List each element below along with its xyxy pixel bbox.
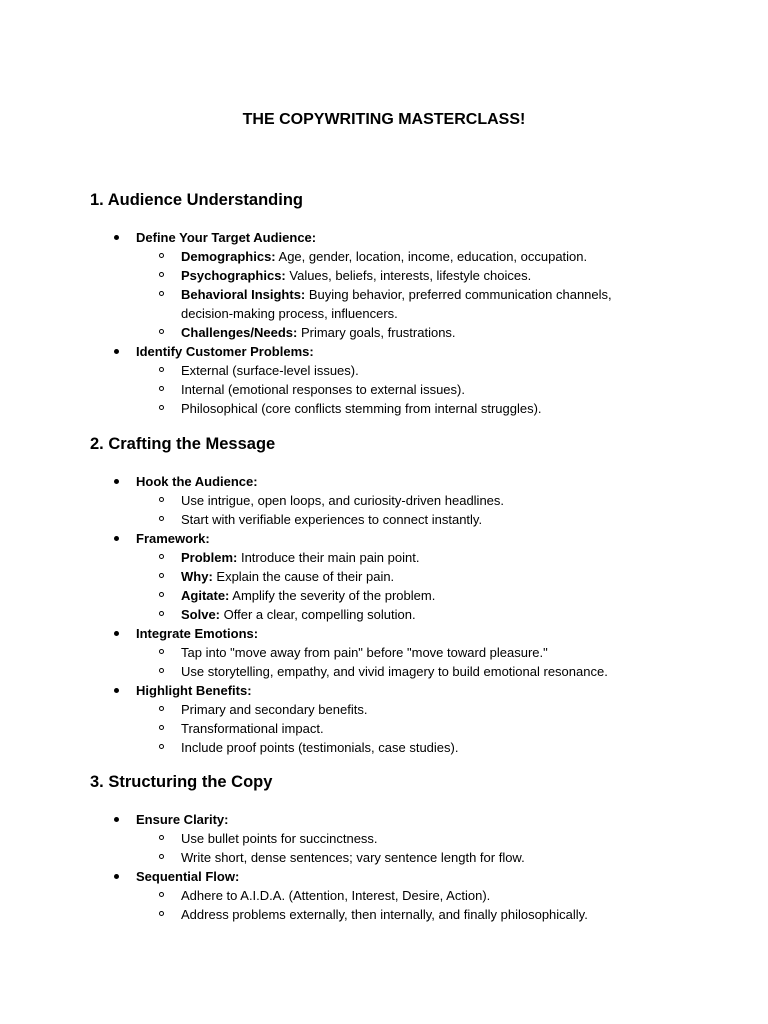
sub-list-item (136, 905, 641, 924)
section-heading: 2. Crafting the Message (90, 435, 276, 453)
section-structuring-the-copy (0, 772, 768, 922)
section-heading: 1. Audience Understanding (90, 191, 304, 209)
list-item-label: Sequential Flow: (136, 869, 240, 884)
sub-list-item (136, 738, 641, 757)
sub-list-item (136, 886, 641, 905)
list-item-label: Hook the Audience: (136, 474, 258, 489)
bullet-list (0, 810, 696, 924)
list-item-label: Highlight Benefits: (136, 683, 252, 698)
list-item (0, 681, 696, 757)
sub-list-item (136, 848, 641, 867)
sub-list-item (136, 662, 641, 681)
sub-list-item (136, 605, 641, 624)
sub-item-label: Why: (181, 569, 213, 584)
sub-item-text: Start with verifiable experiences to connect instantly. (181, 512, 483, 527)
sub-list-item (136, 266, 641, 285)
sub-item-text: Introduce their main pain point. (237, 550, 420, 565)
sub-item-text: Internal (emotional responses to external issues). (181, 382, 465, 397)
sub-item-text: Primary goals, frustrations. (297, 325, 456, 340)
list-item-label: Ensure Clarity: (136, 812, 229, 827)
sub-list-item (136, 361, 641, 380)
sub-list-item (136, 567, 641, 586)
sub-item-text: Age, gender, location, income, education, occupation. (275, 249, 588, 264)
list-item (0, 342, 696, 418)
sub-list-item (136, 700, 641, 719)
list-item-label: Framework: (136, 531, 210, 546)
sub-list-item (136, 586, 641, 605)
sub-list-item (136, 510, 641, 529)
sub-bullet-list (136, 643, 696, 681)
list-item (0, 867, 696, 924)
list-item-label: Define Your Target Audience: (136, 230, 317, 245)
document-title: THE COPYWRITING MASTERCLASS! (242, 111, 526, 128)
sub-item-text: External (surface-level issues). (181, 363, 359, 378)
sub-item-text: Adhere to A.I.D.A. (Attention, Interest, Desire, Action). (181, 888, 491, 903)
sub-item-text: Primary and secondary benefits. (181, 702, 368, 717)
sub-item-label: Demographics: (181, 249, 276, 264)
sub-item-label: Psychographics: (181, 268, 286, 283)
sub-item-text: Write short, dense sentences; vary sentence length for flow. (181, 850, 525, 865)
sub-item-label: Solve: (181, 607, 221, 622)
sub-item-text: Use storytelling, empathy, and vivid imagery to build emotional resonance. (181, 664, 608, 679)
sub-bullet-list (136, 361, 696, 418)
sub-bullet-list (136, 700, 696, 757)
sub-list-item (136, 285, 641, 323)
sub-list-item (136, 548, 641, 567)
bullet-list (0, 228, 696, 418)
sub-bullet-list (136, 829, 696, 867)
sub-item-text: Buying behavior, preferred communication channels, decision-making process, influencers. (181, 287, 616, 321)
sub-list-item (136, 719, 641, 738)
sub-list-item (136, 829, 641, 848)
sub-item-text: Transformational impact. (181, 721, 324, 736)
sub-item-text: Amplify the severity of the problem. (229, 588, 436, 603)
sub-list-item (136, 491, 641, 510)
list-item (0, 810, 696, 867)
sub-list-item (136, 380, 641, 399)
list-item-label: Integrate Emotions: (136, 626, 259, 641)
bullet-list (0, 472, 696, 757)
sub-item-label: Agitate: (181, 588, 230, 603)
sub-bullet-list (136, 548, 696, 624)
sub-list-item (136, 323, 641, 342)
sub-item-text: Philosophical (core conflicts stemming from internal struggles). (181, 401, 542, 416)
list-item (0, 529, 696, 624)
list-item-label: Identify Customer Problems: (136, 344, 314, 359)
sub-item-text: Values, beliefs, interests, lifestyle choices. (285, 268, 532, 283)
sub-bullet-list (136, 886, 696, 924)
section-heading: 3. Structuring the Copy (90, 773, 273, 791)
section-crafting-the-message (0, 434, 768, 755)
list-item (0, 624, 696, 681)
sub-list-item (136, 643, 641, 662)
sub-bullet-list (136, 247, 696, 342)
sub-list-item (136, 399, 641, 418)
sub-item-text: Include proof points (testimonials, case studies). (181, 740, 459, 755)
list-item (0, 472, 696, 529)
sub-item-label: Problem: (181, 550, 238, 565)
sub-item-text: Explain the cause of their pain. (212, 569, 395, 584)
sub-bullet-list (136, 491, 696, 529)
sub-item-text: Use intrigue, open loops, and curiosity-driven headlines. (181, 493, 505, 508)
sub-item-text: Use bullet points for succinctness. (181, 831, 378, 846)
sub-item-label: Challenges/Needs: (181, 325, 298, 340)
sub-item-text: Tap into "move away from pain" before "move toward pleasure." (181, 645, 548, 660)
sub-list-item (136, 247, 641, 266)
section-audience-understanding (0, 190, 768, 416)
sub-item-label: Behavioral Insights: (181, 287, 306, 302)
list-item (0, 228, 696, 342)
sub-item-text: Address problems externally, then internally, and finally philosophically. (181, 907, 588, 922)
sub-item-text: Offer a clear, compelling solution. (220, 607, 416, 622)
